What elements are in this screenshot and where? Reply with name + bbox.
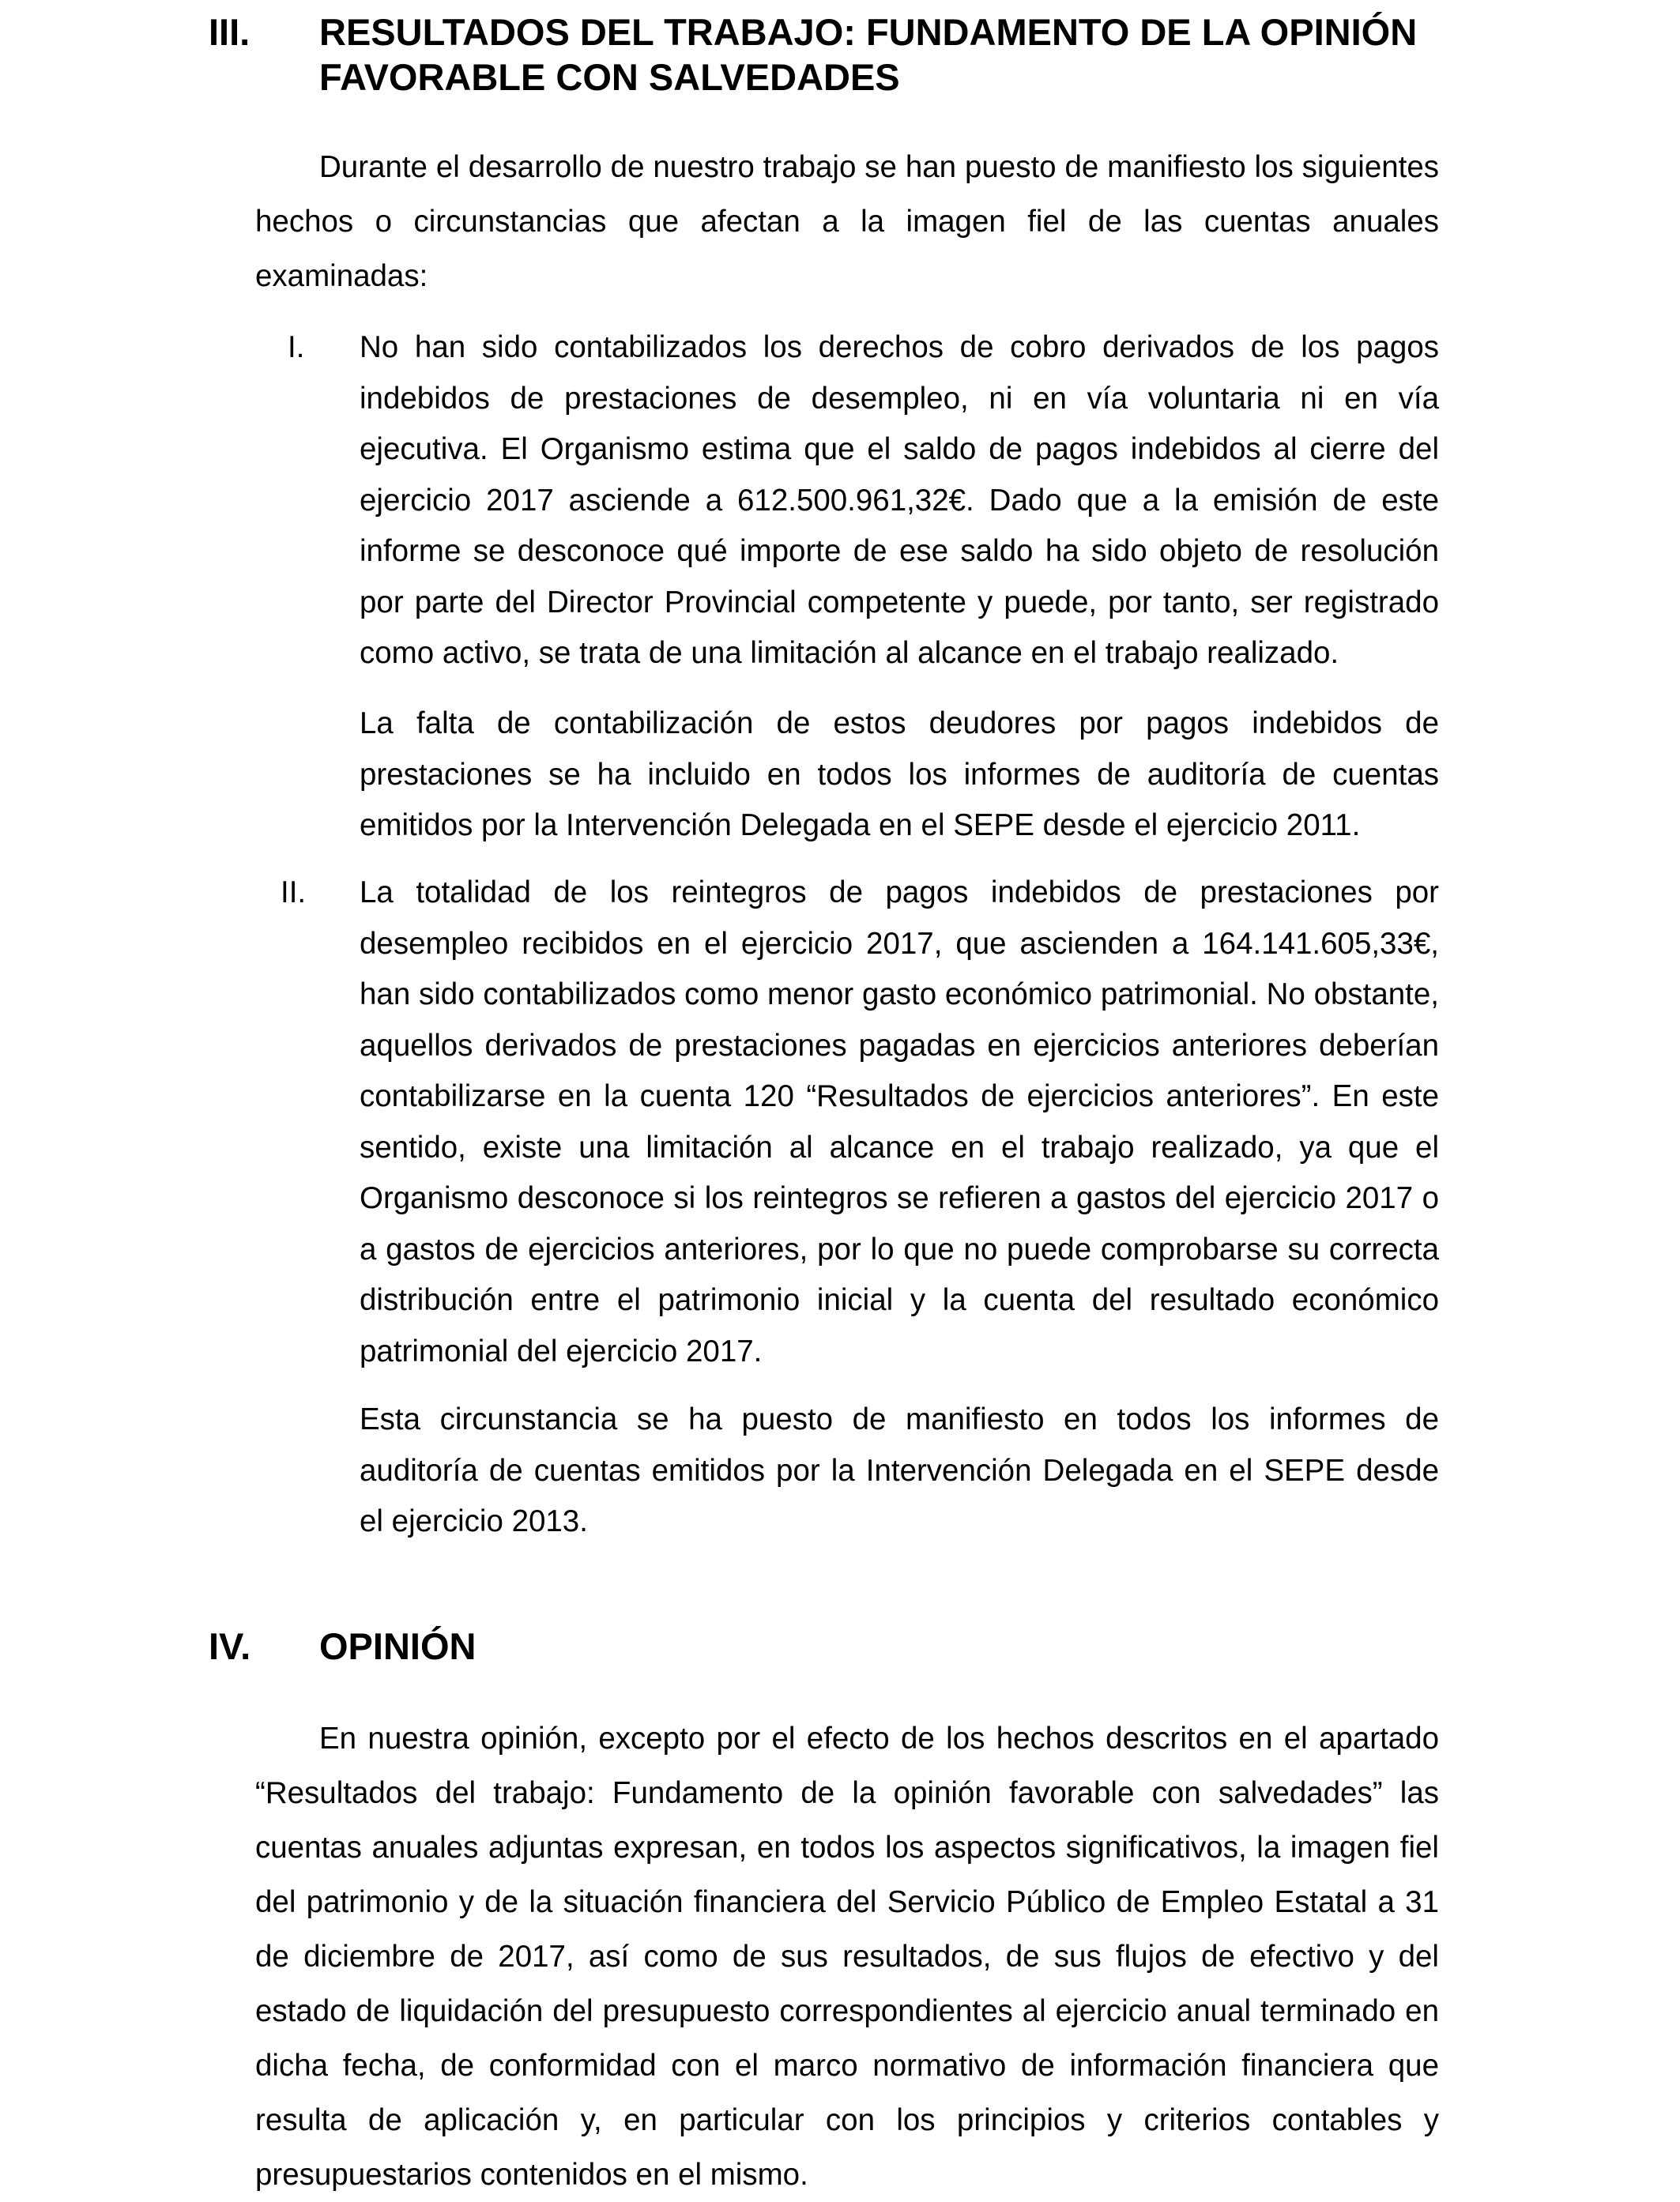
list-marker-ii: II. <box>281 875 307 909</box>
list-item-paragraph: La totalidad de los reintegros de pagos indebidos de prestaciones por desempleo recibidos en el ejercicio 2017, que ascienden a 164.141.605,33€, han sido contabilizados como menor gasto económico patrimonial. No obstante, aquellos derivados de prestaciones pagadas en ejercicios anteriores deberían contabilizarse en la cuenta 120 “Resultados de ejercicios anteriores”. En este sentido, existe una limitación al alcance en el trabajo realizado, ya que el Organismo desconoce si los reintegros se refieren a gastos del ejercicio 2017 o a gastos de ejercicios anteriores, por lo que no puede comprobarse su correcta distribución entre el patrimonio inicial y la cuenta del resultado económico patrimonial del ejercicio 2017. <box>360 875 1439 1368</box>
opinion-paragraph: En nuestra opinión, excepto por el efecto de los hechos descritos en el apartado “Resultados del trabajo: Fundamento de la opinión favorable con salvedades” las cuentas anuales adjuntas expresan, en todos los aspectos significativos, la imagen fiel del patrimonio y de la situación financiera del Servicio Público de Empleo Estatal a 31 de diciembre de 2017, así como de sus resultados, de sus flujos de efectivo y del estado de liquidación del presupuesto correspondientes al ejercicio anual terminado en dicha fecha, de conformidad con el marco normativo de información financiera que resulta de aplicación y, en particular con los principios y criterios contables y presupuestarios contenidos en el mismo. <box>255 1722 1439 2192</box>
section-title: RESULTADOS DEL TRABAJO: FUNDAMENTO DE LA OPINIÓN FAVORABLE CON SALVEDADES <box>319 11 1418 98</box>
list-item-paragraph: No han sido contabilizados los derechos de cobro derivados de los pagos indebidos de prestaciones de desempleo, ni en vía voluntaria ni en vía ejecutiva. El Organismo estima que el saldo de pagos indebidos al cierre del ejercicio 2017 asciende a 612.500.961,32€. Dado que a la emisión de este informe se desconoce qué importe de ese saldo ha sido objeto de resolución por parte del Director Provincial competente y puede, por tanto, ser registrado como activo, se trata de una limitación al alcance en el trabajo realizado. <box>360 330 1439 670</box>
list-marker-i: I. <box>288 330 305 364</box>
list-item-paragraph: Esta circunstancia se ha puesto de manifiesto en todos los informes de auditoría de cuentas emitidos por la Intervención Delegada en el SEPE desde el ejercicio 2013. <box>360 1402 1439 1538</box>
section-number: IV. <box>209 1625 251 1667</box>
section-number: III. <box>209 11 250 53</box>
section-title: OPINIÓN <box>319 1625 477 1667</box>
intro-paragraph: Durante el desarrollo de nuestro trabajo se han puesto de manifiesto los siguientes hechos o circunstancias que afectan a la imagen fiel de las cuentas anuales examinadas: <box>255 150 1439 293</box>
list-item-paragraph: La falta de contabilización de estos deudores por pagos indebidos de prestaciones se ha incluido en todos los informes de auditoría de cuentas emitidos por la Intervención Delegada en el SEPE desde el ejercicio 2011. <box>360 706 1439 842</box>
